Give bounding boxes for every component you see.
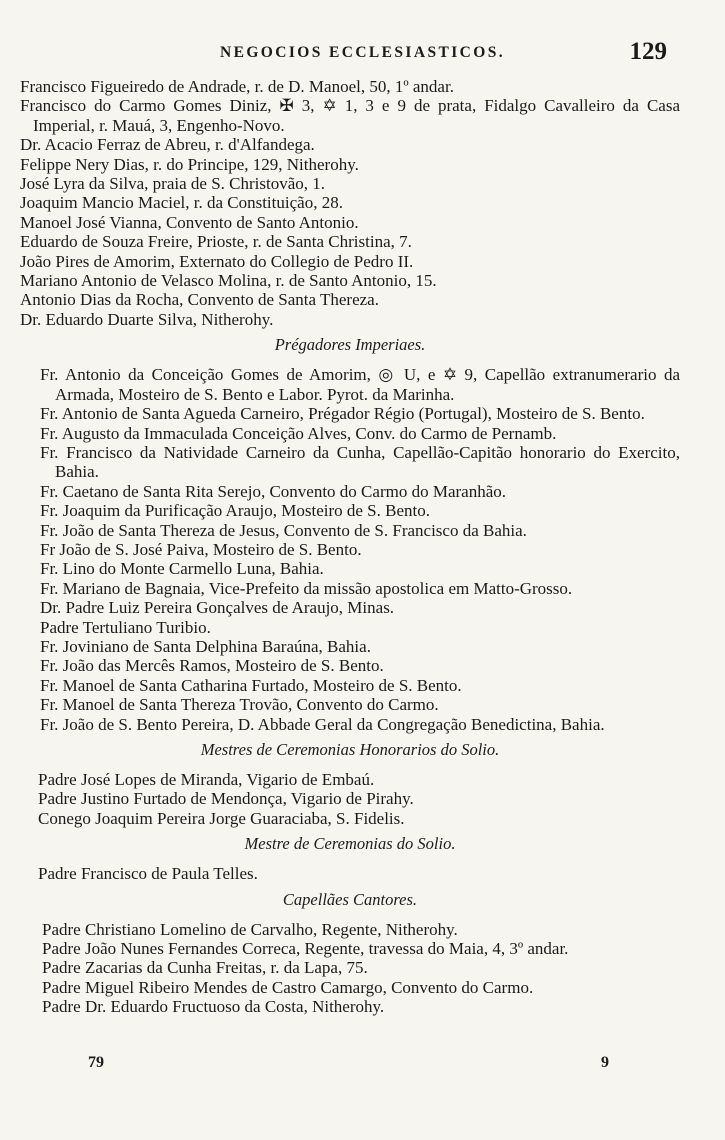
list-entry: Fr. Francisco da Natividade Carneiro da Cunha, Capellão-Capitão honorario do Exercito, Bahia. xyxy=(40,442,680,482)
section-heading: Prégadores Imperiaes. xyxy=(274,335,426,355)
list-entry: Fr. Mariano de Bagnaia, Vice-Prefeito da missão apostolica em Matto-Grosso. xyxy=(40,578,573,598)
section-pregadores-imperiaes xyxy=(20,335,680,734)
list-entry: Padre Tertuliano Turibio. xyxy=(40,617,211,637)
list-entry: Padre Zacarias da Cunha Freitas, r. da Lapa, 75. xyxy=(42,958,368,978)
list-entry: Fr. Manoel de Santa Thereza Trovão, Convento do Carmo. xyxy=(40,695,439,715)
section-heading: Mestre de Ceremonias do Solio. xyxy=(244,834,456,854)
running-title: NEGOCIOS ECCLESIASTICOS. xyxy=(219,44,505,61)
section-mestre-ceremonias xyxy=(20,834,680,883)
list-entry: Padre Miguel Ribeiro Mendes de Castro Camargo, Convento do Carmo. xyxy=(42,977,534,997)
list-entry: Padre Dr. Eduardo Fructuoso da Costa, Nitherohy. xyxy=(42,997,385,1017)
list-entry: Joaquim Mancio Maciel, r. da Constituição, 28. xyxy=(20,193,343,213)
list-entry: Conego Joaquim Pereira Jorge Guaraciaba, S. Fidelis. xyxy=(38,808,405,828)
page-footer xyxy=(0,1054,725,1078)
list-entry: Padre Francisco de Paula Telles. xyxy=(38,864,258,884)
list-entry: Fr. João de S. Bento Pereira, D. Abbade Geral da Congregação Benedictina, Bahia. xyxy=(40,714,605,734)
list-entry: Fr. Lino do Monte Carmello Luna, Bahia. xyxy=(40,559,324,579)
list-entry: Dr. Padre Luiz Pereira Gonçalves de Araujo, Minas. xyxy=(40,598,395,618)
section-clergy-list xyxy=(20,77,680,329)
section-heading: Mestres de Ceremonias Honorarios do Solio. xyxy=(200,740,500,759)
section-mestres-ceremonias-honorarios xyxy=(20,740,680,828)
list-entry: Fr. Manoel de Santa Catharina Furtado, Mosteiro de S. Bento. xyxy=(40,675,462,695)
list-entry: Padre José Lopes de Miranda, Vigario de Embaú. xyxy=(38,770,375,789)
list-entry: Fr. Joaquim da Purificação Araujo, Mosteiro de S. Bento. xyxy=(40,501,430,521)
section-capellaes-cantores xyxy=(20,890,680,1017)
list-entry: Fr João de S. José Paiva, Mosteiro de S. Bento. xyxy=(40,539,362,559)
list-entry: Fr. Antonio de Santa Agueda Carneiro, Prégador Régio (Portugal), Mosteiro de S. Bento. xyxy=(40,404,645,424)
page-number: 129 xyxy=(629,38,667,65)
list-entry: Fr. João de Santa Thereza de Jesus, Convento de S. Francisco da Bahia. xyxy=(40,520,527,540)
list-entry: Dr. Eduardo Duarte Silva, Nitherohy. xyxy=(20,309,274,329)
section-heading: Capellães Cantores. xyxy=(282,889,418,909)
list-entry: Fr. Joviniano de Santa Delphina Baraúna, Bahia. xyxy=(40,636,371,656)
list-entry: Francisco Figueiredo de Andrade, r. de D. Manoel, 50, 1º andar. xyxy=(20,77,454,96)
list-entry: Francisco do Carmo Gomes Diniz, ✠ 3, ✡ 1, 3 e 9 de prata, Fidalgo Cavalleiro da Casa Imperial, r. Mauá, 3, Engenho-Novo. xyxy=(20,96,680,135)
list-entry: Fr. João das Mercês Ramos, Mosteiro de S. Bento. xyxy=(40,656,384,676)
list-entry: José Lyra da Silva, praia de S. Christovão, 1. xyxy=(20,174,326,194)
list-entry: Manoel José Vianna, Convento de Santo Antonio. xyxy=(20,212,359,232)
sheet-number: 9 xyxy=(601,1054,609,1071)
list-entry: Padre Christiano Lomelino de Carvalho, Regente, Nitherohy. xyxy=(42,919,458,939)
list-entry: Dr. Acacio Ferraz de Abreu, r. d'Alfandega. xyxy=(20,135,315,155)
page-content xyxy=(20,77,680,1017)
page-header xyxy=(0,38,725,70)
list-entry: Fr. Caetano de Santa Rita Serejo, Convento do Carmo do Maranhão. xyxy=(40,481,506,501)
list-entry: João Pires de Amorim, Externato do Collegio de Pedro II. xyxy=(20,251,414,271)
list-entry: Padre Justino Furtado de Mendonça, Vigario de Pirahy. xyxy=(38,789,414,809)
list-entry: Antonio Dias da Rocha, Convento de Santa Thereza. xyxy=(20,290,379,310)
printer-signature: 79 xyxy=(88,1054,104,1071)
list-entry: Fr. Antonio da Conceição Gomes de Amorim, ◎ U, e ✡ 9, Capellão extranumerario da Armada, Mosteiro de S. Bento e Labor. Pyrot. da Marinha. xyxy=(40,365,680,404)
list-entry: Mariano Antonio de Velasco Molina, r. de Santo Antonio, 15. xyxy=(20,271,437,291)
list-entry: Padre João Nunes Fernandes Correca, Regente, travessa do Maia, 4, 3º andar. xyxy=(42,939,569,959)
list-entry: Eduardo de Souza Freire, Prioste, r. de Santa Christina, 7. xyxy=(20,232,412,252)
list-entry: Felippe Nery Dias, r. do Principe, 129, Nitherohy. xyxy=(20,154,359,174)
list-entry: Fr. Augusto da Immaculada Conceição Alves, Conv. do Carmo de Pernamb. xyxy=(40,423,557,443)
